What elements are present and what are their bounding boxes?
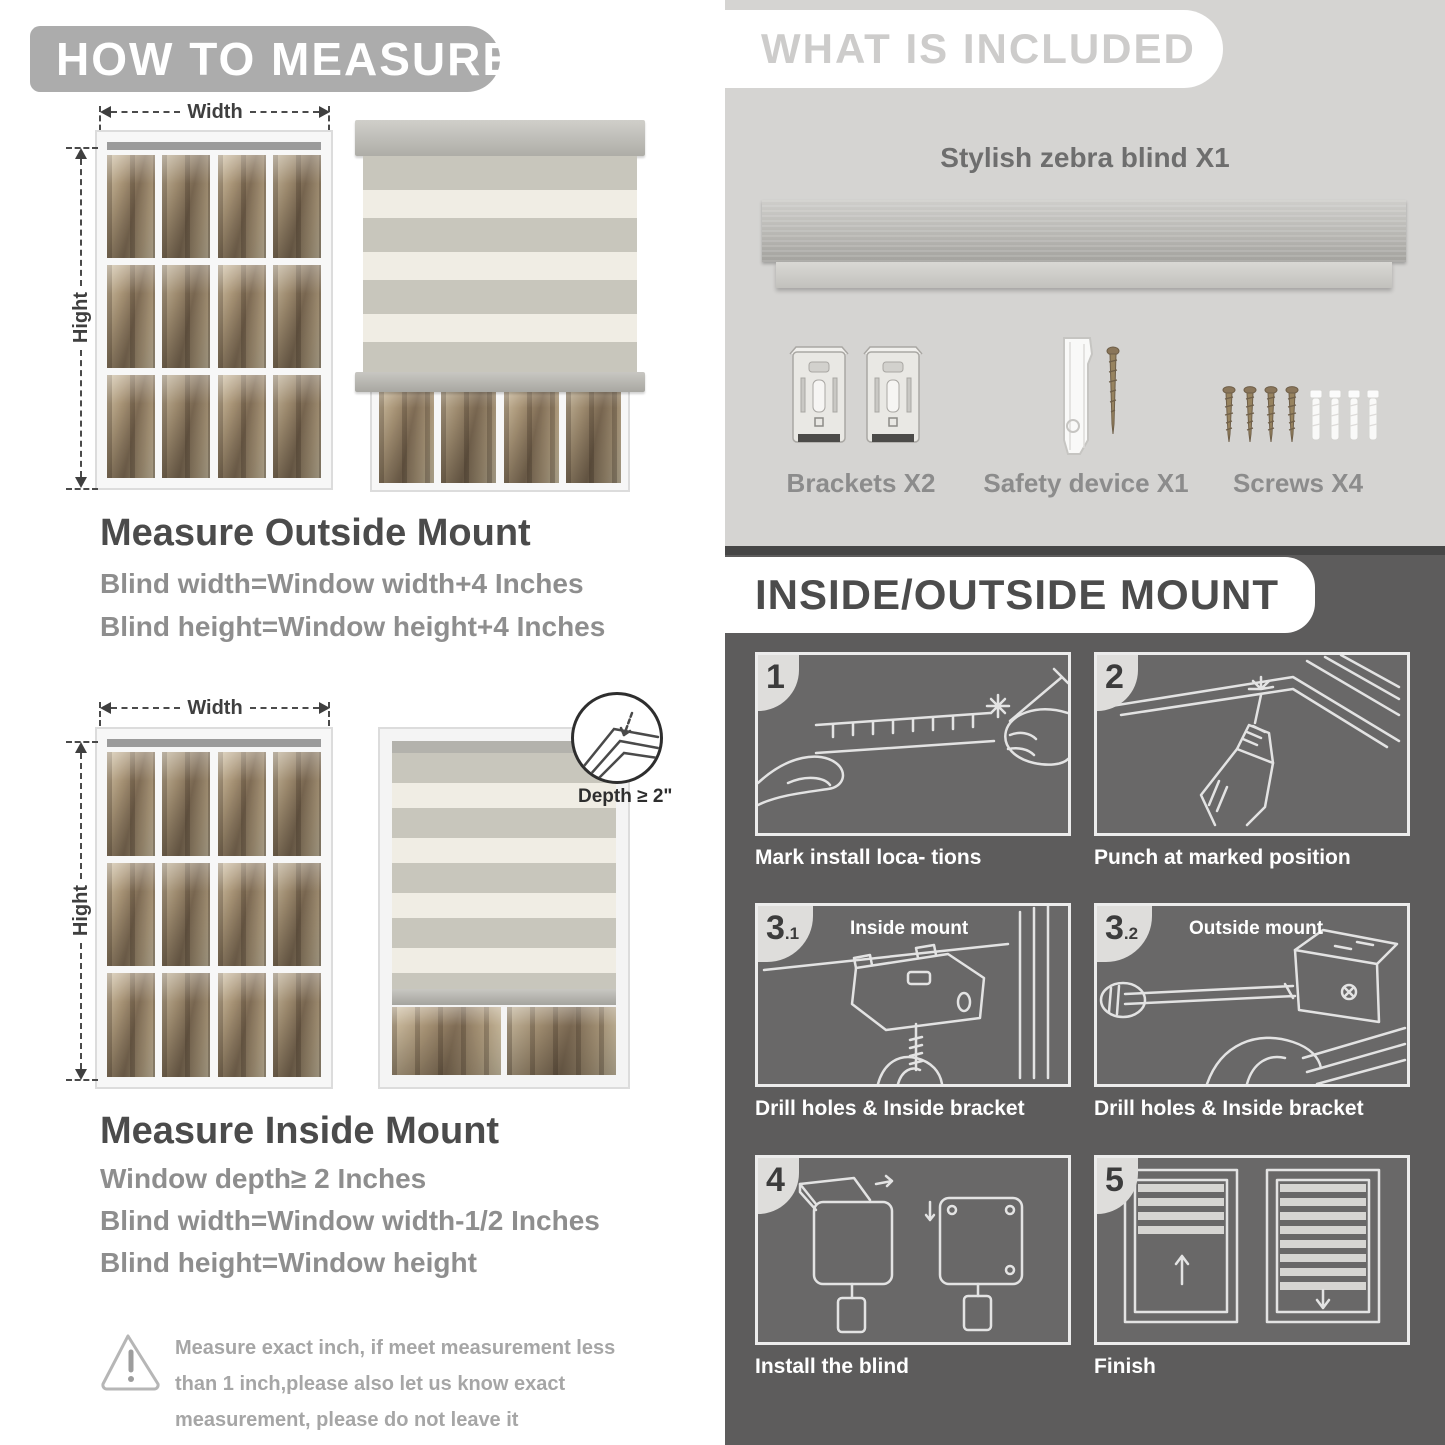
window-sash (504, 379, 621, 483)
window-pane (107, 863, 155, 967)
arrow-left-icon (100, 106, 111, 118)
step-number: 4 (766, 1161, 785, 1199)
blind-bottom-bar (355, 372, 645, 392)
measurement-warning-text (175, 1330, 675, 1438)
step-number-sub: .2 (1123, 924, 1139, 943)
extension-line (99, 702, 101, 726)
window-pane (566, 379, 621, 483)
screws-label: Screws X4 (1232, 468, 1364, 498)
window-pane (273, 375, 321, 478)
window-sash (107, 752, 210, 1077)
dashed-line (80, 350, 82, 477)
width-label: Width (187, 696, 243, 719)
arrow-left-icon (100, 702, 111, 714)
blind-cassette (355, 120, 645, 156)
window-pane (218, 752, 266, 856)
inside-mount-line: Blind height=Window height (100, 1247, 477, 1278)
width-label: Width (187, 100, 243, 123)
panel-divider (725, 546, 1445, 555)
dashed-line (80, 753, 82, 879)
inside-mount-line: Window depth≥ 2 Inches (100, 1163, 427, 1194)
window-pane (273, 155, 321, 258)
dashed-line (80, 159, 82, 286)
step-4-caption: Install the blind (755, 1355, 910, 1378)
step-1-caption: Mark install loca- tions (755, 846, 982, 869)
depth-detail-callout (571, 692, 663, 784)
product-label: Stylish zebra blind X1 (940, 142, 1230, 173)
window-pane (273, 265, 321, 368)
dashed-line (250, 707, 319, 709)
wall-anchors-icon (1308, 388, 1380, 442)
step-5-caption: Finish (1094, 1355, 1156, 1378)
safety-device-icon (1058, 334, 1096, 458)
zebra-blind-inside-mount (378, 727, 630, 1089)
height-label: Hight (69, 885, 92, 937)
step-number: 1 (766, 658, 785, 696)
step-2-illustration (1094, 652, 1410, 836)
brackets-label: Brackets X2 (786, 468, 936, 498)
zebra-blind-outside-mount (355, 120, 645, 492)
window-pane (162, 863, 210, 967)
window-pane (162, 155, 210, 258)
width-dimension-arrow (100, 696, 330, 719)
blind-headrail (762, 200, 1406, 262)
height-dimension-arrow (69, 742, 92, 1080)
step-5-illustration (1094, 1155, 1410, 1345)
window-top-rail (107, 142, 321, 150)
inside-mount-title: Measure Inside Mount (100, 1110, 500, 1152)
window-sash (107, 155, 210, 478)
arrow-up-icon (75, 148, 87, 159)
window-sash (218, 752, 321, 1077)
arrow-down-icon (75, 477, 87, 488)
window-pane (162, 375, 210, 478)
dashed-line (80, 943, 82, 1069)
bracket-icon (788, 342, 850, 448)
window-sashes (107, 752, 321, 1077)
window-pane (507, 1007, 616, 1075)
dashed-line (111, 707, 180, 709)
window-sashes (379, 379, 621, 483)
dashed-line (111, 111, 180, 113)
window-pane (218, 863, 266, 967)
extension-line (66, 1079, 98, 1081)
how-to-measure-header: HOW TO MEASURE (30, 26, 500, 92)
extension-line (66, 147, 98, 149)
step-number: 2 (1105, 658, 1124, 696)
window-pane (441, 379, 496, 483)
screw-icon (1106, 346, 1120, 436)
warning-line: measurement, please do not leave it (175, 1409, 519, 1431)
extension-line (66, 488, 98, 490)
window-pane (504, 379, 559, 483)
window-pane (107, 752, 155, 856)
window-pane (273, 973, 321, 1077)
arrow-up-icon (75, 742, 87, 753)
window-pane (218, 265, 266, 368)
window-photo-inside (95, 727, 333, 1089)
window-sash (379, 379, 496, 483)
outside-mount-line: Blind width=Window width+4 Inches (100, 568, 584, 599)
screws-icon (1222, 386, 1300, 444)
window-pane (162, 265, 210, 368)
height-dimension-arrow (69, 148, 92, 488)
warning-triangle-icon (98, 1330, 164, 1392)
window-pane (107, 265, 155, 368)
window-pane (218, 155, 266, 258)
window-sashes (107, 155, 321, 478)
window-pane (273, 863, 321, 967)
outside-mount-line: Blind height=Window height+4 Inches (100, 611, 606, 642)
window-pane (162, 973, 210, 1077)
safety-device-label: Safety device X1 (983, 468, 1189, 498)
window-pane (392, 1007, 501, 1075)
step-3-1-illustration (755, 903, 1071, 1087)
depth-callout-label: Depth ≥ 2" (578, 786, 673, 807)
step-number: 3 (766, 909, 785, 947)
window-pane (218, 973, 266, 1077)
step-4-illustration (755, 1155, 1071, 1345)
step-3-1-caption: Drill holes & Inside bracket (755, 1097, 1025, 1120)
what-is-included-header: WHAT IS INCLUDED (725, 10, 1223, 88)
outside-mount-title: Measure Outside Mount (100, 512, 531, 554)
step-number-sub: .1 (784, 924, 800, 943)
window-bottom-sliver (392, 1007, 616, 1075)
blind-stripes (363, 156, 637, 374)
window-pane (379, 379, 434, 483)
dashed-line (250, 111, 319, 113)
warning-line: Measure exact inch, if meet measurement less (175, 1337, 616, 1359)
window-pane (162, 752, 210, 856)
step-label: Inside mount (850, 918, 969, 939)
step-3-2-illustration (1094, 903, 1410, 1087)
bracket-icon (862, 342, 924, 448)
step-label: Outside mount (1189, 918, 1324, 939)
window-photo-outside (95, 130, 333, 490)
blind-bottom-bar (392, 989, 616, 1005)
extension-line (66, 741, 98, 743)
step-number: 3 (1105, 909, 1124, 947)
window-pane (107, 973, 155, 1077)
window-pane (107, 375, 155, 478)
inside-mount-line: Blind width=Window width-1/2 Inches (100, 1205, 600, 1236)
extension-line (328, 702, 330, 726)
step-1-illustration (755, 652, 1071, 836)
warning-line: than 1 inch,please also let us know exact (175, 1373, 566, 1395)
window-top-rail (107, 739, 321, 747)
step-2-caption: Punch at marked position (1094, 846, 1351, 869)
window-pane (218, 375, 266, 478)
step-3-2-caption: Drill holes & Inside bracket (1094, 1097, 1364, 1120)
step-number: 5 (1105, 1161, 1124, 1199)
blind-headrail-lip (776, 262, 1392, 288)
window-sash (218, 155, 321, 478)
width-dimension-arrow (100, 100, 330, 123)
window-pane (273, 752, 321, 856)
window-pane (107, 155, 155, 258)
inside-outside-mount-header: INSIDE/OUTSIDE MOUNT (725, 557, 1315, 633)
height-label: Hight (69, 292, 92, 344)
